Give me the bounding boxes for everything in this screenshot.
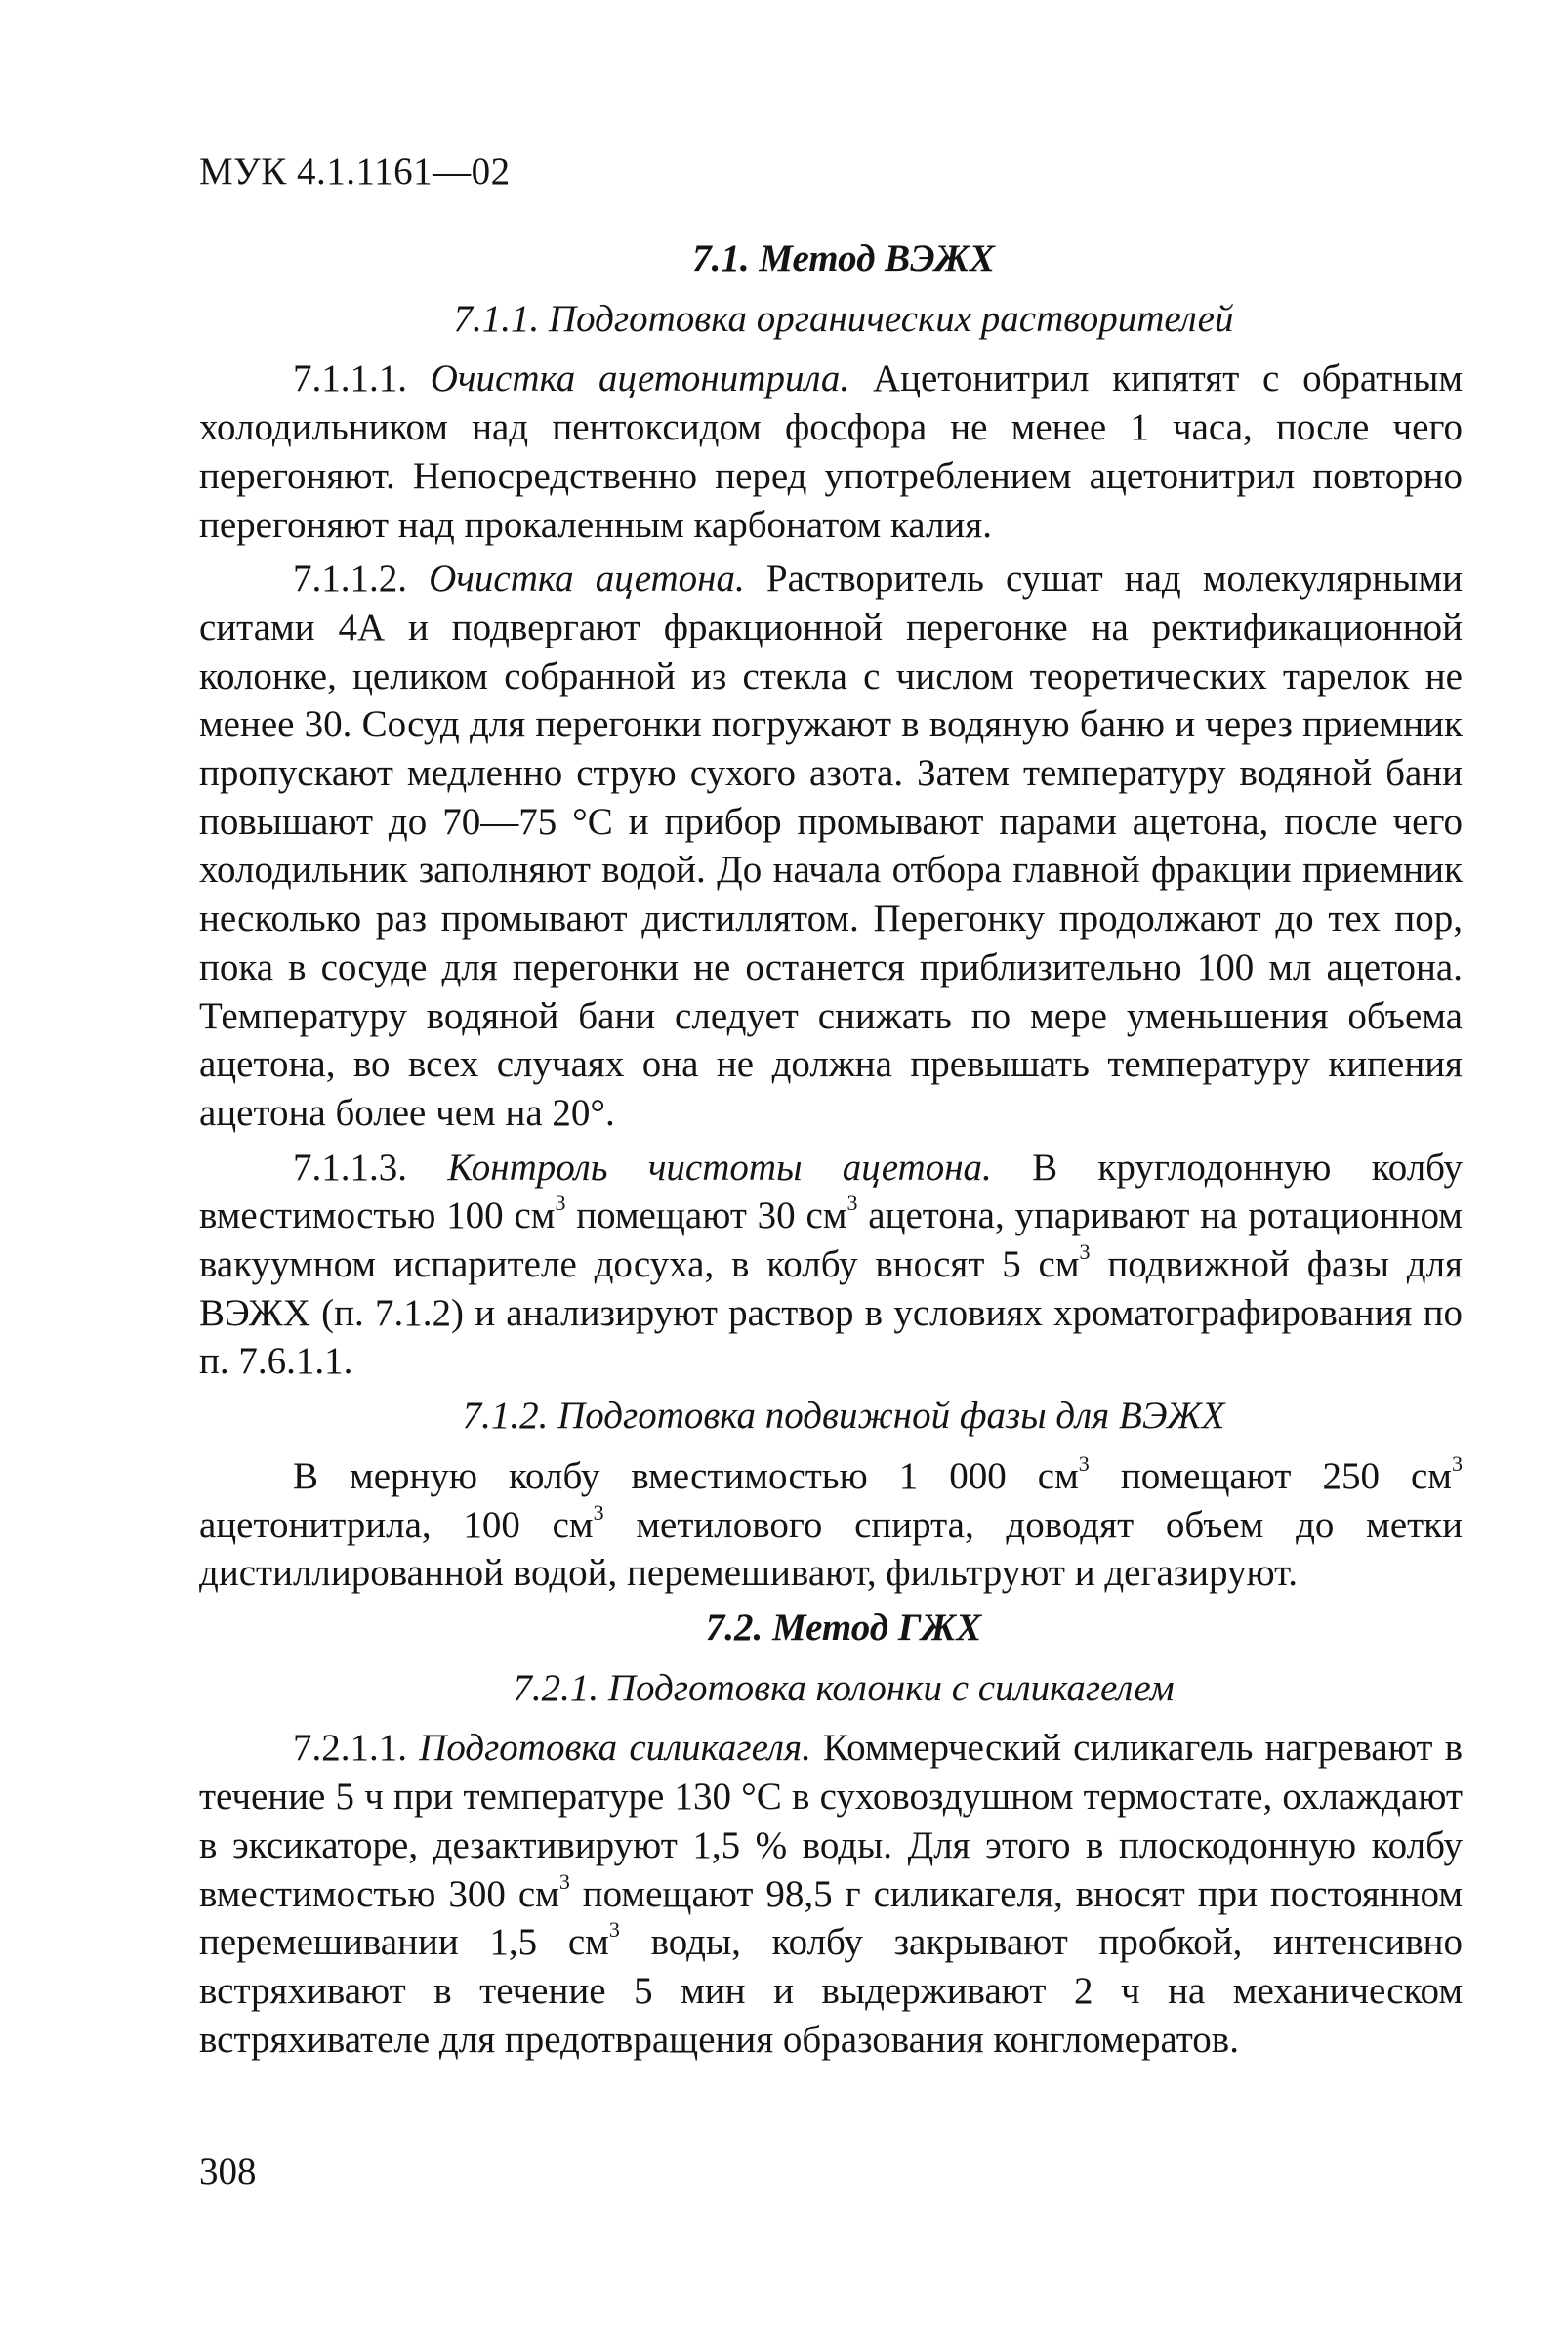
superscript: 3	[1079, 1239, 1091, 1265]
subsection-heading-7-1-2: 7.1.2. Подготовка подвижной фазы для ВЭЖХ	[462, 1395, 1225, 1438]
paragraph-text-part: воды, колбу закрывают пробкой, интенсивно встряхивают в течение 5 мин и выдерживают 2 ч на механическом встряхивателе для предотвращения образования конгломератов.	[199, 1921, 1463, 2061]
paragraph-text-part: подвижной фазы для ВЭЖХ (п. 7.1.2) и анализируют раствор в условиях хроматографирования по п. 7.6.1.1.	[199, 1243, 1463, 1383]
paragraph-7-1-1-1	[199, 355, 1463, 549]
superscript: 3	[558, 1868, 570, 1894]
paragraph-heading: Очистка ацетонитрила.	[430, 357, 850, 400]
superscript: 3	[608, 1917, 620, 1943]
superscript: 3	[1452, 1450, 1463, 1476]
subsection-heading-7-1-1: 7.1.1. Подготовка органических растворителей	[453, 297, 1234, 340]
superscript: 3	[846, 1191, 858, 1216]
paragraph-text-part: помещают 250 см	[1089, 1454, 1452, 1497]
subsection-heading-7-2-1: 7.2.1. Подготовка колонки с силикагелем	[513, 1666, 1175, 1709]
paragraph-text-part: помещают 98,5 г силикагеля, вносят при постоянном перемешивании 1,5 см	[199, 1872, 1463, 1964]
paragraph-heading: Очистка ацетона.	[429, 558, 745, 601]
paragraph-7-2-1-1	[199, 1724, 1463, 2064]
paragraph-text-part: Коммерческий силикагель нагревают в течение 5 ч при температуре 130 °С в суховоздушном термостате, охлаждают в эксикаторе, дезактивируют 1,5 % воды. Для этого в плоскодонную колбу вместимостью 300 см	[199, 1727, 1464, 1915]
section-heading-7-2: 7.2. Метод ГЖХ	[705, 1606, 982, 1649]
paragraph-7-1-1-2	[199, 555, 1463, 1137]
superscript: 3	[593, 1499, 604, 1525]
paragraph-text-part: ацетона, упаривают на ротационном вакуумном испарителе досуха, в колбу вносят 5 см	[199, 1194, 1463, 1286]
section-heading-7-1: 7.1. Метод ВЭЖХ	[692, 237, 995, 279]
superscript: 3	[1078, 1450, 1090, 1476]
paragraph-text-part: В круглодонную колбу вместимостью 100 см	[199, 1146, 1464, 1237]
paragraph-text: Ацетонитрил кипятят с обратным холодильником над пентоксидом фосфора не менее 1 часа, после чего перегоняют. Непосредственно перед употреблением ацетонитрил повторно перегоняют над прокаленным карбонатом калия.	[199, 357, 1464, 546]
paragraph-text-part: ацетонитрила, 100 см	[199, 1503, 594, 1546]
paragraph-number: 7.1.1.3.	[293, 1146, 407, 1189]
paragraph-7-1-1-3	[199, 1144, 1463, 1387]
paragraph-7-1-2	[199, 1452, 1463, 1598]
paragraph-number: 7.1.1.2.	[293, 558, 407, 601]
page-number: 308	[199, 2151, 257, 2193]
paragraph-number: 7.1.1.1.	[293, 357, 407, 400]
paragraph-text-part: помещают 30 см	[565, 1194, 847, 1237]
superscript: 3	[555, 1191, 566, 1216]
paragraph-heading: Подготовка силикагеля.	[419, 1727, 811, 1770]
paragraph-heading: Контроль чистоты ацетона.	[447, 1146, 992, 1189]
paragraph-text-part: В мерную колбу вместимостью 1 000 см	[293, 1454, 1079, 1497]
paragraph-number: 7.2.1.1.	[293, 1727, 407, 1770]
document-body	[199, 234, 1463, 2070]
paragraph-text-part: метилового спирта, доводят объем до метки дистиллированной водой, перемешивают, фильтруют и дегазируют.	[199, 1503, 1463, 1595]
document-id: МУК 4.1.1161—02	[199, 150, 511, 192]
paragraph-text: Растворитель сушат над молекулярными ситами 4А и подвергают фракционной перегонке на ректификационной колонке, целиком собранной из стекла с числом теоретических тарелок не менее 30. Сосуд для перегонки погружают в водяную баню и через приемник пропускают медленно струю сухого азота. Затем температуру водяной бани повышают до 70—75 °С и прибор промывают парами ацетона, после чего холодильник заполняют водой. До начала отбора главной фракции приемник несколько раз промывают дистиллятом. Перегонку продолжают до тех пор, пока в сосуде для перегонки не останется приблизительно 100 мл ацетона. Температуру водяной бани следует снижать по мере уменьшения объема ацетона, во всех случаях она не должна превышать температуру кипения ацетона более чем на 20°.	[199, 558, 1464, 1134]
